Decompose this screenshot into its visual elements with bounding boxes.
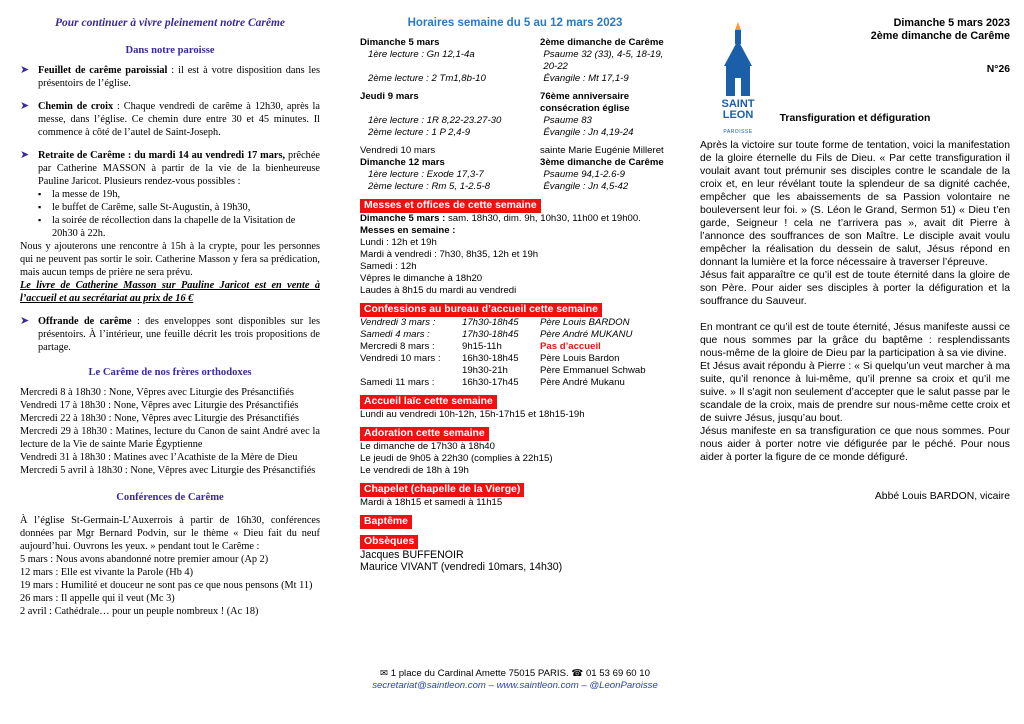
- confession-cell: Pas d’accueil: [540, 341, 601, 352]
- footer-contacts[interactable]: secretariat@saintleon.com – www.saintleon.com – @LeonParoisse: [372, 680, 658, 691]
- middle-column: [360, 0, 670, 724]
- signature: Abbé Louis BARDON, vicaire: [874, 491, 1010, 502]
- left-column: [20, 0, 320, 724]
- confession-row: [360, 317, 670, 329]
- confession-cell: 16h30-17h45: [462, 377, 519, 388]
- list-item: Mercredi 8 à 18h30 : None, Vêpres avec Liturgie des Présanctifiés: [20, 387, 294, 398]
- schedule-row: [360, 181, 670, 193]
- chapelet-header: Chapelet (chapelle de la Vierge): [360, 483, 524, 497]
- article-title: Transfiguration et défiguration: [779, 113, 931, 124]
- messes-sunday-label: Dimanche 5 mars :: [360, 213, 446, 224]
- confession-cell: Vendredi 10 mars :: [360, 353, 441, 364]
- confession-row: [360, 377, 670, 389]
- arrow-icon: ➤: [20, 149, 30, 161]
- logo-text-saint: SAINT: [721, 98, 755, 110]
- bapteme-header: Baptême: [360, 515, 412, 529]
- list-item: Le vendredi de 18h à 19h: [360, 465, 469, 476]
- retraite-label: Retraite de Carême : du mardi 14 au vendredi 17 mars,: [38, 150, 286, 161]
- offrande-label: Offrande de carême: [38, 316, 132, 327]
- conferences-list: [20, 553, 320, 618]
- list-item: 5 mars : Nous avons abandonné notre premier amour (Ap 2): [20, 554, 269, 565]
- schedule-left: 1ère lecture : Exode 17,3-7: [368, 169, 484, 180]
- schedule-left: 2ème lecture : Rm 5, 1-2.5-8: [368, 181, 491, 192]
- list-item: Vêpres le dimanche à 18h20: [360, 273, 483, 284]
- confession-cell: 9h15-11h: [462, 341, 502, 352]
- arrow-icon: ➤: [20, 64, 30, 76]
- parish-heading: Dans notre paroisse: [125, 45, 215, 56]
- schedule-left: 2ème lecture : 2 Tm1,8b-10: [368, 73, 486, 84]
- chemin-item: [20, 100, 320, 139]
- confession-cell: 17h30-18h45: [462, 317, 519, 328]
- feuillet-item: [20, 64, 320, 90]
- adoration-header: Adoration cette semaine: [360, 427, 489, 441]
- list-item: Vendredi 17 à 18h30 : None, Vêpres avec Liturgie des Présanctifiés: [20, 400, 299, 411]
- messes-sunday-text: sam. 18h30, dim. 9h, 10h30, 11h00 et 19h00.: [445, 213, 641, 224]
- schedule-right: Évangile : Jn 4,5-42: [543, 181, 629, 192]
- article-paragraph: Jésus manifeste en sa transfiguration ce que nous sommes. Pour nous aider à porter notre vie défigurée par le péché. Pour nous aider à porter la figure de ce monde défiguré.: [700, 426, 1010, 463]
- confession-row: [360, 329, 670, 341]
- confession-cell: Père Louis Bardon: [540, 353, 620, 364]
- logo-text-leon: LEON: [722, 109, 754, 121]
- confession-cell: Père Louis BARDON: [540, 317, 630, 328]
- confession-cell: 17h30-18h45: [462, 329, 519, 340]
- right-column: [700, 0, 1010, 724]
- schedule-left: 1ère lecture : 1R 8,22-23.27-30: [368, 115, 502, 126]
- schedule-left: 2ème lecture : 1 P 2,4-9: [368, 127, 471, 138]
- schedule-left: Vendredi 10 mars: [360, 145, 436, 156]
- chemin-text: : Chaque vendredi de carême à 12h30, après la messe, dans l’église. Ce chemin dure entre 30 et 45 minutes. Il commence à côté de l’autel de Saint-Joseph.: [38, 101, 320, 138]
- obseques-header: Obsèques: [360, 535, 418, 549]
- schedule-right: 76ème anniversaire consécration église: [540, 91, 630, 114]
- book-text: Le livre de Catherine Masson sur Pauline Jaricot est en vente à l’accueil et au secrétariat au prix de 16 €: [20, 280, 320, 304]
- church-logo-icon: [714, 22, 762, 122]
- list-item: ▪ la messe de 19h,: [38, 188, 320, 201]
- schedule-right: 2ème dimanche de Carême: [540, 37, 664, 48]
- messes-week-heading: Messes en semaine :: [360, 225, 456, 236]
- list-item: Mercredi 5 avril à 18h30 : None, Vêpres avec Liturgie des Présanctifiés: [20, 465, 316, 476]
- list-item: Vendredi 31 à 18h30 : Matines avec l’Acathiste de la Mère de Dieu: [20, 452, 298, 463]
- footer: [360, 668, 670, 692]
- confessions-table: [360, 317, 670, 389]
- chemin-label: Chemin de croix: [38, 101, 114, 112]
- schedule-right: Psaume 83: [543, 115, 592, 126]
- article-paragraph: Après la victoire sur toute forme de tentation, voici la manifestation de la gloire éternelle du Fils de Dieu. « Par cette transfiguration il voulait avant tout prémunir ses disciples contre le scandale de la croix et, en leur révélant toute la splendeur de sa dignité cachée, empêcher que les abaissements de sa Passion volontaire ne bouleversent leur foi. » (S. Léon le Grand, Sermon 51) « Dieu t’en garde, Seigneur ! cela ne t’arrivera pas », avait dit Pierre à l’annonce des souffrances de son Maître. Le disciple avait voulu empêcher la réalisation du dessein de salut, Jésus répond en donnant la lumière et la force nécessaire à traverser l’épreuve.: [700, 140, 1010, 268]
- list-item: Le dimanche de 17h30 à 18h40: [360, 441, 495, 452]
- accueil-text: Lundi au vendredi 10h-12h, 15h-17h15 et 18h15-19h: [360, 409, 585, 420]
- schedule-left: Jeudi 9 mars: [360, 91, 419, 102]
- confession-cell: Père Emmanuel Schwab: [540, 365, 646, 376]
- schedule-row: [360, 115, 670, 127]
- list-item: Lundi : 12h et 19h: [360, 237, 437, 248]
- list-item: Mercredi 29 à 18h30 : Matines, lecture du Canon de saint André avec la lecture de la Vie de sainte Marie Égyptienne: [20, 426, 320, 450]
- article-paragraph: En montrant ce qu’il est de toute éternité, Jésus manifeste aussi ce que nous sommes par la grâce du baptême : resplendissants nous-même de la gloire de Dieu par la participation à sa vie divine.: [700, 322, 1010, 359]
- confession-cell: Samedi 11 mars :: [360, 377, 435, 388]
- arrow-icon: ➤: [20, 100, 30, 112]
- confession-row: [360, 365, 670, 377]
- schedule-right: 3ème dimanche de Carême: [540, 157, 664, 168]
- feuillet-label: Feuillet de carême paroissial: [38, 65, 168, 76]
- confession-cell: [360, 365, 462, 377]
- orthodox-list: [20, 386, 320, 477]
- confession-row: [360, 341, 670, 353]
- confession-cell: Vendredi 3 mars :: [360, 317, 436, 328]
- confession-cell: Samedi 4 mars :: [360, 329, 430, 340]
- conferences-heading: Conférences de Carême: [116, 492, 224, 503]
- schedule-row: [360, 73, 670, 85]
- list-item: Mercredi 22 à 18h30 : None, Vêpres avec Liturgie des Présanctifiés: [20, 413, 299, 424]
- schedule-row: [360, 145, 670, 157]
- schedule-right: Évangile : Mt 17,1-9: [543, 73, 629, 84]
- issue-number: N°26: [986, 64, 1010, 75]
- schedule-left: Dimanche 12 mars: [360, 157, 445, 168]
- list-item: Mardi à vendredi : 7h30, 8h35, 12h et 19h: [360, 249, 539, 260]
- confessions-header: Confessions au bureau d’accueil cette semaine: [360, 303, 602, 317]
- feuillet-text: : il est à votre disposition dans les présentoirs de l’église.: [38, 65, 320, 89]
- schedule-right: Évangile : Jn 4,19-24: [543, 127, 634, 138]
- arrow-icon: ➤: [20, 315, 30, 327]
- schedule-row: [360, 127, 670, 139]
- schedule-right: sainte Marie Eugénie Milleret: [540, 145, 664, 156]
- list-item: ▪ la soirée de récollection dans la chapelle de la Visitation de 20h30 à 22h.: [38, 214, 320, 240]
- schedule-row: [360, 91, 670, 115]
- list-item: 2 avril : Cathédrale… pour un peuple nombreux ! (Ac 18): [20, 606, 259, 617]
- left-title: Pour continuer à vivre pleinement notre Carême: [55, 17, 285, 29]
- confession-cell: Mercredi 8 mars :: [360, 341, 435, 352]
- article-paragraph: Jésus fait apparaître ce qu’il est de toute éternité dans la gloire de son Père. Pour aider ses disciples à porter la défiguration et la souffrance du Sauveur.: [700, 270, 1010, 307]
- footer-address: ✉ 1 place du Cardinal Amette 75015 PARIS. ☎ 01 53 69 60 10: [380, 668, 650, 679]
- messes-header: Messes et offices de cette semaine: [360, 199, 541, 213]
- chapelet-text: Mardi à 18h15 et samedi à 11h15: [360, 497, 503, 508]
- schedule-row: [360, 157, 670, 169]
- orthodox-heading: Le Carême de nos frères orthodoxes: [88, 367, 252, 378]
- confession-cell: Père André Mukanu: [540, 377, 625, 388]
- confession-cell: 19h30-21h: [462, 365, 508, 376]
- issue-liturgy: 2ème dimanche de Carême: [870, 30, 1010, 42]
- liturgy-schedule: [360, 37, 670, 193]
- list-item: 26 mars : Il appelle qui il veut (Mc 3): [20, 593, 175, 604]
- schedule-row: [360, 169, 670, 181]
- confession-cell: 16h30-18h45: [462, 353, 519, 364]
- messes-sunday: [360, 213, 670, 225]
- conferences-intro: À l’église St-Germain-L’Auxerrois à partir de 16h30, conférences données par Mgr Bernard Podvin, sur le thème « Dieu fait du neuf aujourd’hui. Ouvrons les yeux. » pendant tout le Carême :: [20, 515, 320, 552]
- accueil-header: Accueil laïc cette semaine: [360, 395, 497, 409]
- saint-leon-logo: [714, 22, 762, 135]
- list-item: 19 mars : Humilité et douceur ne sont pas ce que nous pensons (Mt 11): [20, 580, 313, 591]
- schedule-row: [360, 37, 670, 49]
- offrande-item: [20, 315, 320, 354]
- issue-date: Dimanche 5 mars 2023: [893, 17, 1010, 29]
- crypt-text: Nous y ajouterons une rencontre à 15h à la crypte, pour les personnes qui ne peuvent pas sortir le soir. Catherine Masson y fera sa prédication, mais aucun temps de prière ne sera prévu.: [20, 241, 320, 278]
- schedule-right: Psaume 94,1-2.6-9: [543, 169, 625, 180]
- article-paragraph: Et Jésus avait répondu à Pierre : « Si quelqu’un veut marcher à ma suite, qu’il renonce à lui-même, qu’il prenne sa croix et qu’il me suive. » Il s’agit non seulement d’accepter que le salut passe par le scandale de la croix, mais de prendre sur nous-même cette croix et de suivre Jésus, jusqu’au bout.: [700, 361, 1010, 424]
- list-item: Laudes à 8h15 du mardi au vendredi: [360, 285, 517, 296]
- schedule-left: 1ère lecture : Gn 12,1-4a: [368, 49, 475, 60]
- list-item: Le jeudi de 9h05 à 22h30 (complies à 22h15): [360, 453, 553, 464]
- list-item: Samedi : 12h: [360, 261, 417, 272]
- confession-cell: Père André MUKANU: [540, 329, 633, 340]
- list-item: Maurice VIVANT (vendredi 10mars, 14h30): [360, 561, 563, 573]
- retraite-item: [20, 149, 320, 188]
- offrande-text: : des enveloppes sont disponibles sur les présentoirs. À l’intérieur, une feuille décrit les trois propositions de partage.: [38, 316, 321, 353]
- schedule-row: [360, 49, 670, 73]
- schedule-title: Horaires semaine du 5 au 12 mars 2023: [407, 17, 623, 29]
- logo-text-paroisse: PAROISSE: [723, 129, 753, 135]
- list-item: 12 mars : Elle est vivante la Parole (Hb 4): [20, 567, 193, 578]
- list-item: Jacques BUFFENOIR: [360, 549, 464, 561]
- schedule-right: Psaume 32 (33), 4-5, 18-19, 20-22: [543, 49, 664, 72]
- list-item: ▪ le buffet de Carême, salle St-Augustin, à 19h30,: [38, 201, 320, 214]
- retraite-text: prêchée par Catherine MASSON à partir de la vie de la bienheureuse Pauline Jaricot. Plusieurs rendez-vous possibles :: [38, 150, 320, 187]
- retraite-list: [20, 188, 320, 240]
- schedule-left: Dimanche 5 mars: [360, 37, 440, 48]
- confession-row: [360, 353, 670, 365]
